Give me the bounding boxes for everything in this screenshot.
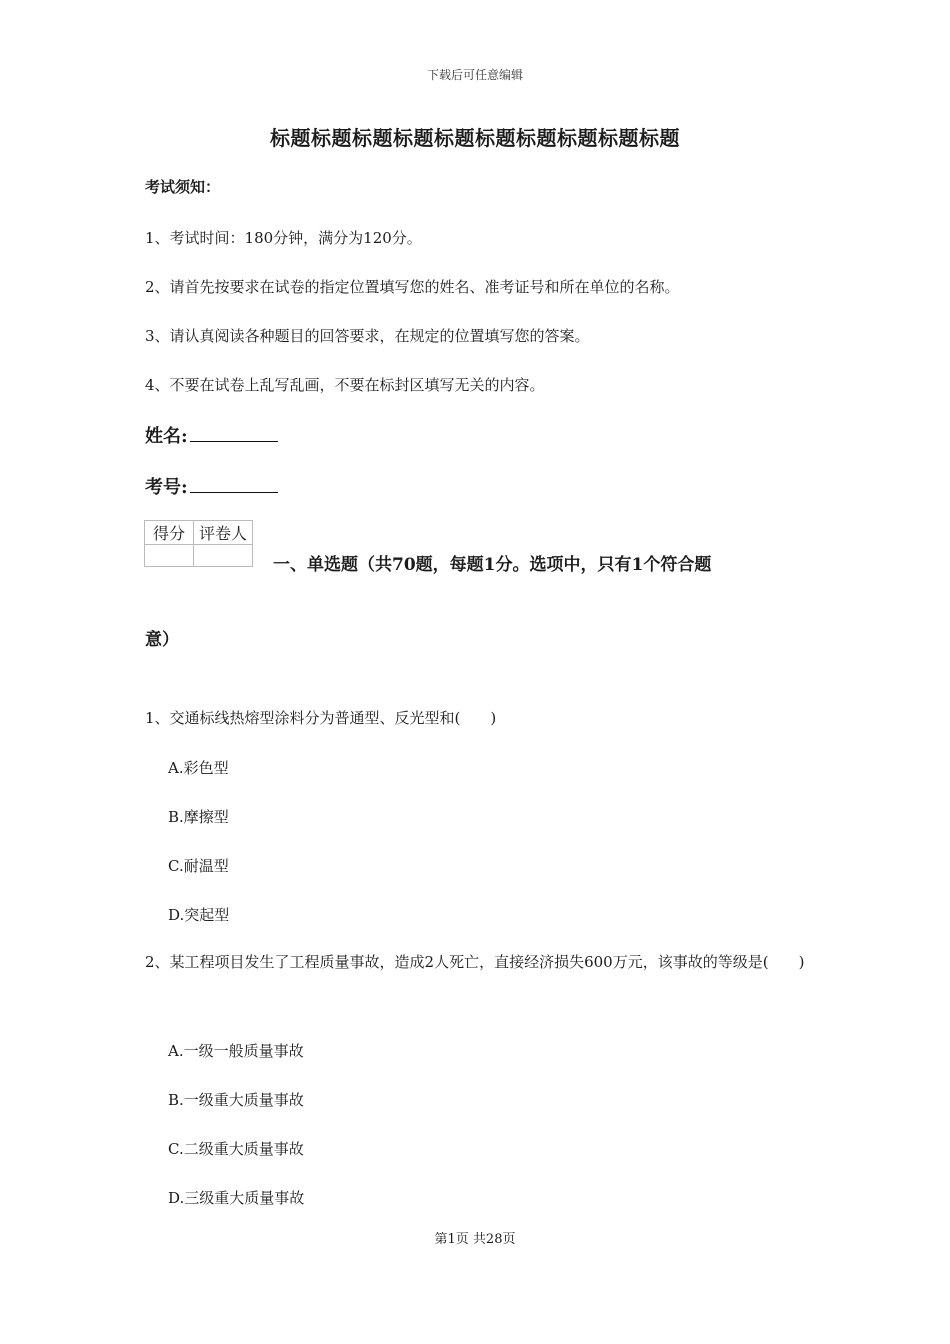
option-d[interactable]: D.突起型	[168, 906, 230, 924]
score-header: 得分	[145, 521, 194, 545]
page-title: 标题标题标题标题标题标题标题标题标题标题	[270, 126, 680, 150]
name-label: 姓名:	[145, 426, 188, 447]
grader-header: 评卷人	[194, 521, 253, 545]
grader-cell[interactable]	[194, 545, 253, 567]
option-d[interactable]: D.三级重大质量事故	[168, 1189, 305, 1207]
option-c[interactable]: C.耐温型	[168, 857, 229, 875]
notice-item: 1、考试时间：180分钟，满分为120分。	[145, 229, 422, 247]
option-a[interactable]: A.彩色型	[168, 759, 229, 777]
exam-number-label: 考号:	[145, 477, 188, 498]
name-blank[interactable]	[190, 423, 278, 442]
page-footer: 第1页 共28页	[434, 1232, 516, 1247]
notice-heading: 考试须知：	[145, 178, 221, 196]
name-field[interactable]	[145, 422, 278, 448]
score-table	[144, 520, 253, 567]
notice-item: 4、不要在试卷上乱写乱画，不要在标封区填写无关的内容。	[145, 376, 545, 394]
option-b[interactable]: B.一级重大质量事故	[168, 1091, 304, 1109]
section-title-continued: 意）	[145, 630, 179, 650]
question-1: 1、交通标线热熔型涂料分为普通型、反光型和( )	[145, 709, 497, 727]
notice-item: 3、请认真阅读各种题目的回答要求，在规定的位置填写您的答案。	[145, 327, 590, 345]
question-2: 2、某工程项目发生了工程质量事故，造成2人死亡，直接经济损失600万元，该事故的等级是( )	[145, 953, 805, 971]
score-cell[interactable]	[145, 545, 194, 567]
option-a[interactable]: A.一级一般质量事故	[168, 1042, 304, 1060]
exam-number-field[interactable]	[145, 473, 278, 499]
section-title: 一、单选题（共70题，每题1分。选项中，只有1个符合题	[273, 555, 712, 575]
notice-item: 2、请首先按要求在试卷的指定位置填写您的姓名、准考证号和所在单位的名称。	[145, 278, 680, 296]
exam-number-blank[interactable]	[190, 474, 278, 493]
option-c[interactable]: C.二级重大质量事故	[168, 1140, 304, 1158]
header-note: 下载后可任意编辑	[426, 68, 523, 82]
option-b[interactable]: B.摩擦型	[168, 808, 229, 826]
